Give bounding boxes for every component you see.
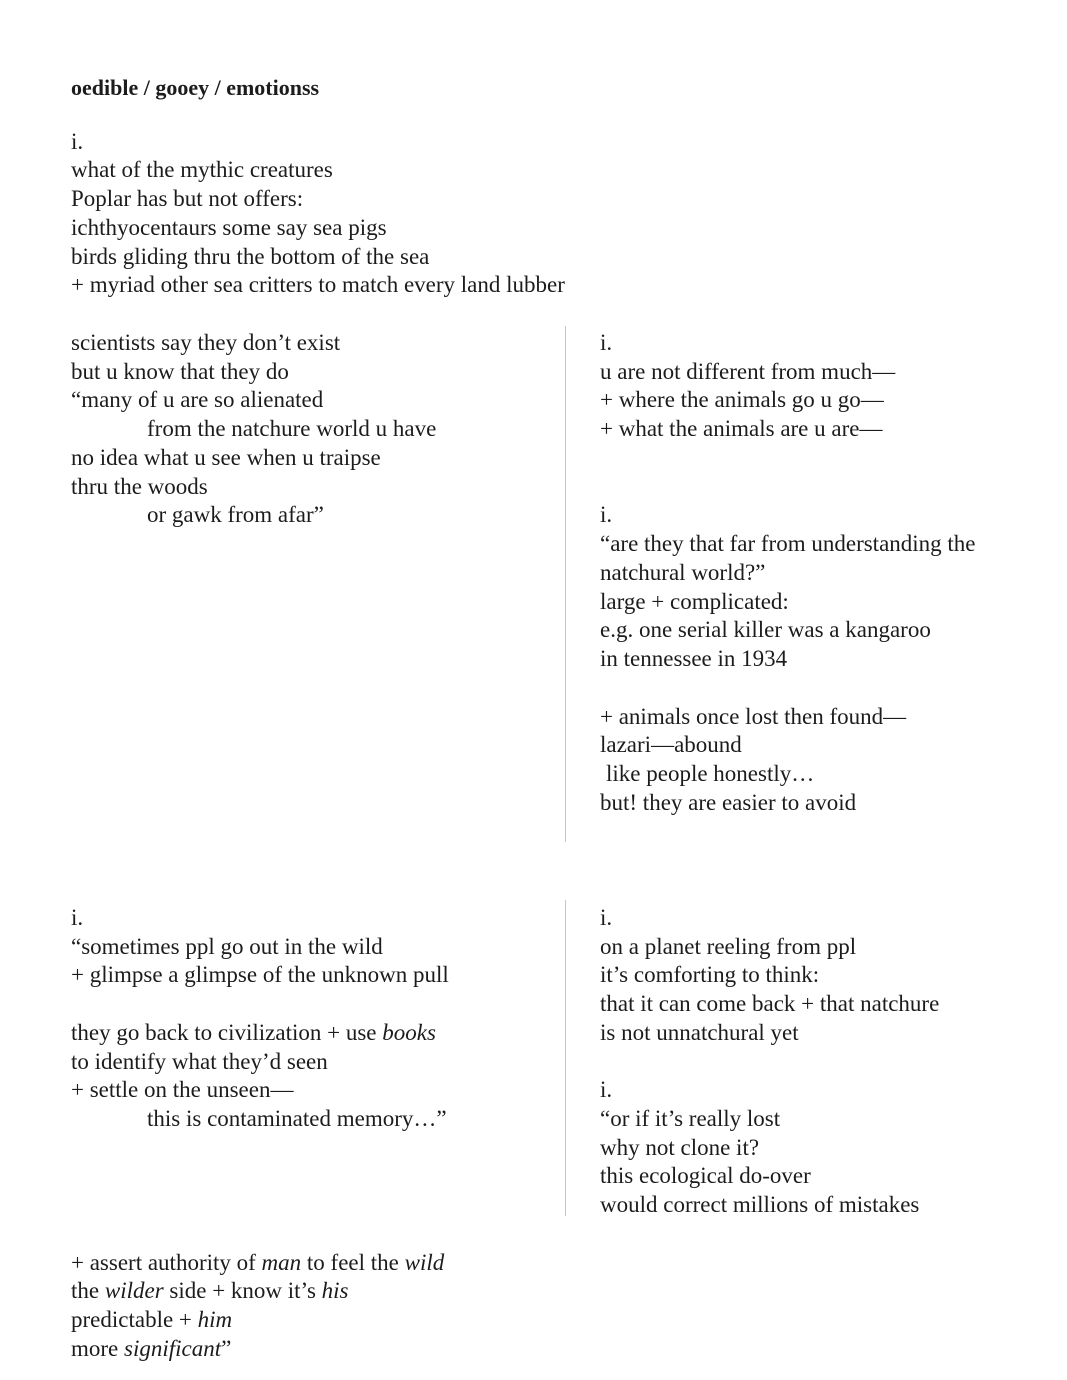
verse-line: “or if it’s really lost [600,1106,781,1131]
verse-line-indented: or gawk from afar” [147,502,324,527]
verse-line: large + complicated: [600,589,789,614]
column-divider [565,326,566,842]
verse-line [71,1305,232,1334]
verse-line: but! they are easier to avoid [600,790,857,815]
verse-line: + what the animals are u are— [600,416,883,441]
verse-line: birds gliding thru the bottom of the sea [71,244,430,269]
verse-line: scientists say they don’t exist [71,330,341,355]
section-marker: i. [600,905,613,930]
verse-line: “are they that far from understanding the [600,531,976,556]
verse-line: ichthyocentaurs some say sea pigs [71,215,387,240]
verse-line: would correct millions of mistakes [600,1192,920,1217]
verse-line: thru the woods [71,474,208,499]
verse-line [71,1276,349,1305]
verse-text-italic: wilder [104,1278,164,1303]
verse-line: that it can come back + that natchure [600,991,940,1016]
section-marker: i. [600,502,613,527]
verse-line: no idea what u see when u traipse [71,445,381,470]
verse-text: to feel the [301,1250,405,1275]
verse-line: natchural world?” [600,560,766,585]
verse-line [71,1248,444,1277]
verse-line: is not unnatchural yet [600,1020,799,1045]
verse-text: side + know it’s [163,1278,322,1303]
verse-text: predictable + [71,1307,198,1332]
verse-text-italic: wild [404,1250,445,1275]
verse-line: to identify what they’d seen [71,1049,328,1074]
verse-text-italic: man [261,1250,302,1275]
verse-line: + settle on the unseen— [71,1077,294,1102]
verse-line: what of the mythic creatures [71,157,333,182]
section-marker: i. [600,330,613,355]
verse-line: e.g. one serial killer was a kangaroo [600,617,931,642]
section-marker: i. [71,129,84,154]
verse-line: like people honestly… [606,761,815,786]
verse-text: they go back to civilization + use [71,1020,383,1045]
verse-line: why not clone it? [600,1135,760,1160]
verse-line: Poplar has but not offers: [71,186,304,211]
verse-line: in tennessee in 1934 [600,646,788,671]
verse-line: it’s comforting to think: [600,962,820,987]
verse-text: + assert authority of [71,1250,262,1275]
verse-text: more [71,1336,125,1361]
section-marker: i. [600,1077,613,1102]
verse-line: on a planet reeling from ppl [600,934,857,959]
verse-line: + myriad other sea critters to match every land lubber [71,272,565,297]
verse-line-indented: this is contaminated memory…” [147,1106,447,1131]
verse-text-italic: significant [124,1336,222,1361]
verse-line: + where the animals go u go— [600,387,884,412]
verse-text-italic: him [197,1307,233,1332]
verse-line: u are not different from much— [600,359,896,384]
verse-line: but u know that they do [71,359,289,384]
verse-text-italic: books [382,1020,436,1045]
verse-line: + animals once lost then found— [600,704,907,729]
verse-line: lazari—abound [600,732,742,757]
verse-text: ” [221,1336,232,1361]
verse-line: “many of u are so alienated [71,387,324,412]
verse-text: the [71,1278,105,1303]
verse-line: this ecological do-over [600,1163,811,1188]
section-marker: i. [71,905,84,930]
verse-line [71,1334,231,1363]
verse-line: “sometimes ppl go out in the wild [71,934,383,959]
verse-line [71,1018,436,1047]
poem-title: oedible / gooey / emotionss [71,75,320,100]
verse-text-italic: his [321,1278,349,1303]
verse-line: + glimpse a glimpse of the unknown pull [71,962,449,987]
verse-line-indented: from the natchure world u have [147,416,437,441]
column-divider [565,900,566,1216]
